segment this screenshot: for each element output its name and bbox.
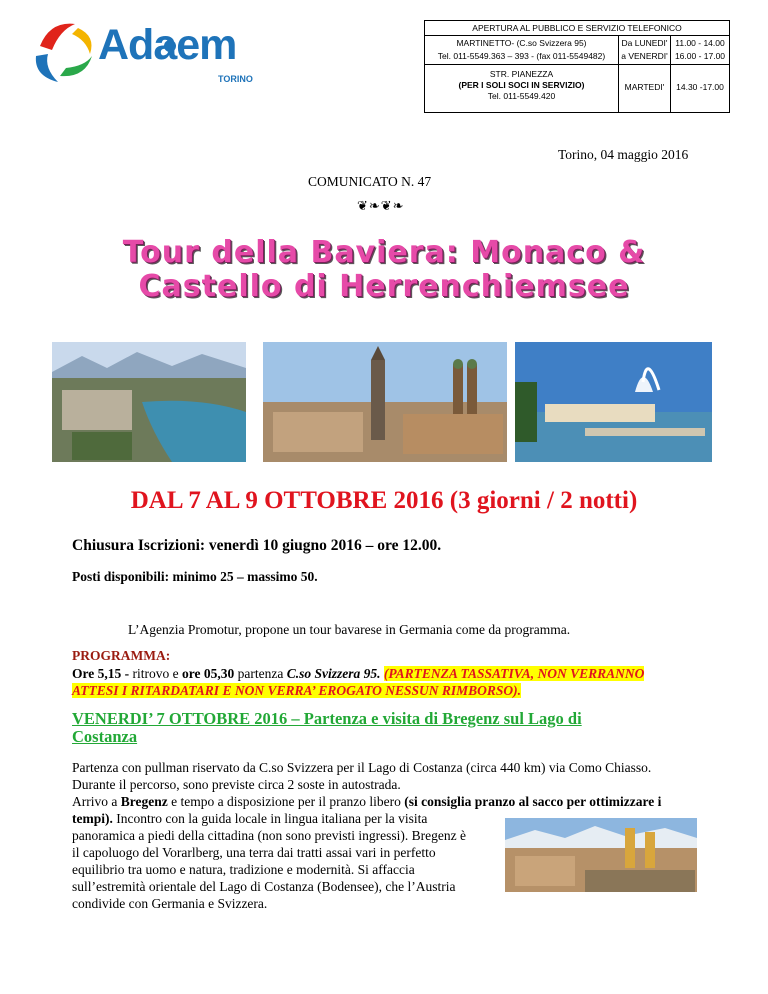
tour-title-line2: Castello di Herrenchiemsee xyxy=(138,269,630,304)
available-seats: Posti disponibili: minimo 25 – massimo 50. xyxy=(72,569,318,584)
departure-warning-2: ATTESI I RITARDATARI E NON VERRA’ EROGATO NESSUN RIMBORSO). xyxy=(72,683,522,698)
body-line-3 xyxy=(72,793,661,810)
body-line-6: il capoluogo del Vorarlberg, una terra dai tratti assai vari in perfetto xyxy=(72,845,436,860)
munich-square-photo xyxy=(505,818,697,892)
programma-label: PROGRAMMA: xyxy=(72,648,171,663)
document-date: Torino, 04 maggio 2016 xyxy=(558,147,689,162)
departure-place: C.so Svizzera 95. xyxy=(286,666,381,681)
registration-deadline: Chiusura Iscrizioni: venerdì 10 giugno 2016 – ore 12.00. xyxy=(72,537,442,554)
tour-title xyxy=(44,236,724,304)
body-line-8: sull’estremità orientale del Lago di Costanza (Bodensee), che l’Austria xyxy=(72,879,456,894)
tuesday-label: MARTEDI' xyxy=(624,82,665,92)
body-line-4 xyxy=(72,810,427,827)
hours-morning: 11.00 - 14.00 xyxy=(675,38,725,48)
hours-afternoon: 16.00 - 17.00 xyxy=(674,51,726,61)
table-row-martinetto xyxy=(425,36,729,65)
tour-dates-headline: DAL 7 AL 9 OTTOBRE 2016 (3 giorni / 2 notti) xyxy=(130,487,638,514)
lunch-text: e tempo a disposizione per il pranzo libero xyxy=(167,794,405,809)
table-row-pianezza xyxy=(425,65,729,112)
arrival-text: Arrivo a xyxy=(72,794,121,809)
lunch-advice-end: tempi). xyxy=(72,811,113,826)
bregenz-name: Bregenz xyxy=(120,794,168,809)
logo-subtitle: TORINO xyxy=(218,74,253,84)
martinetto-phone: Tel. 011-5549.363 – 393 - (fax 011-5549482) xyxy=(437,51,606,61)
lake-city-photo xyxy=(52,342,246,462)
days-to: a VENERDI' xyxy=(621,51,668,61)
guide-text: Incontro con la guida locale in lingua italiana per la visita xyxy=(112,811,428,826)
herrenchiemsee-castle-photo xyxy=(515,342,712,462)
departure-time-1: Ore 5,15 - xyxy=(72,666,130,681)
body-line-1: Partenza con pullman riservato da C.so Svizzera per il Lago di Costanza (circa 440 km) via Como Chiasso. xyxy=(72,760,652,775)
day1-heading-line1: VENERDI’ 7 OTTOBRE 2016 – Partenza e visita di Bregenz sul Lago di xyxy=(72,709,582,728)
body-line-7: equilibrio tra uomo e natura, tradizione e modernità. Si affaccia xyxy=(72,862,415,877)
day1-heading-line2: Costanza xyxy=(72,727,138,746)
comunicato-number: COMUNICATO N. 47 xyxy=(308,174,432,189)
pianezza-note: (PER I SOLI SOCI IN SERVIZIO) xyxy=(458,80,585,90)
departure-text: partenza xyxy=(234,666,287,681)
opening-hours-table xyxy=(424,20,730,113)
departure-warning-line2 xyxy=(72,682,521,699)
ornament-divider: ❦❧❦❧ xyxy=(357,198,405,213)
tour-title-line1: Tour della Baviera: Monaco & xyxy=(122,235,646,270)
body-line-5: panoramica a piedi della cittadina (non sono previsti ingressi). Bregenz è xyxy=(72,828,466,843)
departure-warning-1: (PARTENZA TASSATIVA, NON VERRANNO xyxy=(383,666,645,681)
table-title: APERTURA AL PUBBLICO E SERVIZIO TELEFONICO xyxy=(425,21,729,36)
departure-time-2: ore 05,30 xyxy=(182,666,235,681)
days-from: Da LUNEDI' xyxy=(621,38,668,48)
lunch-advice: (si consiglia pranzo al sacco per ottimizzare i xyxy=(404,794,662,809)
meeting-text: ritrovo e xyxy=(129,666,182,681)
pianezza-phone: Tel. 011-5549.420 xyxy=(487,91,556,101)
martinetto-address: MARTINETTO- (C.so Svizzera 95) xyxy=(456,38,587,48)
logo-wordmark: Adaem xyxy=(98,21,237,69)
body-line-2: Durante il percorso, sono previste circa 2 soste in autostrada. xyxy=(72,777,401,792)
body-line-9: condivide con Germania e Svizzera. xyxy=(72,896,268,911)
munich-city-photo xyxy=(263,342,507,462)
departure-line xyxy=(72,665,644,682)
intro-text: L’Agenzia Promotur, propone un tour bavarese in Germania come da programma. xyxy=(128,622,571,637)
tuesday-hours: 14.30 -17.00 xyxy=(676,82,724,92)
pianezza-name: STR. PIANEZZA xyxy=(489,69,554,79)
